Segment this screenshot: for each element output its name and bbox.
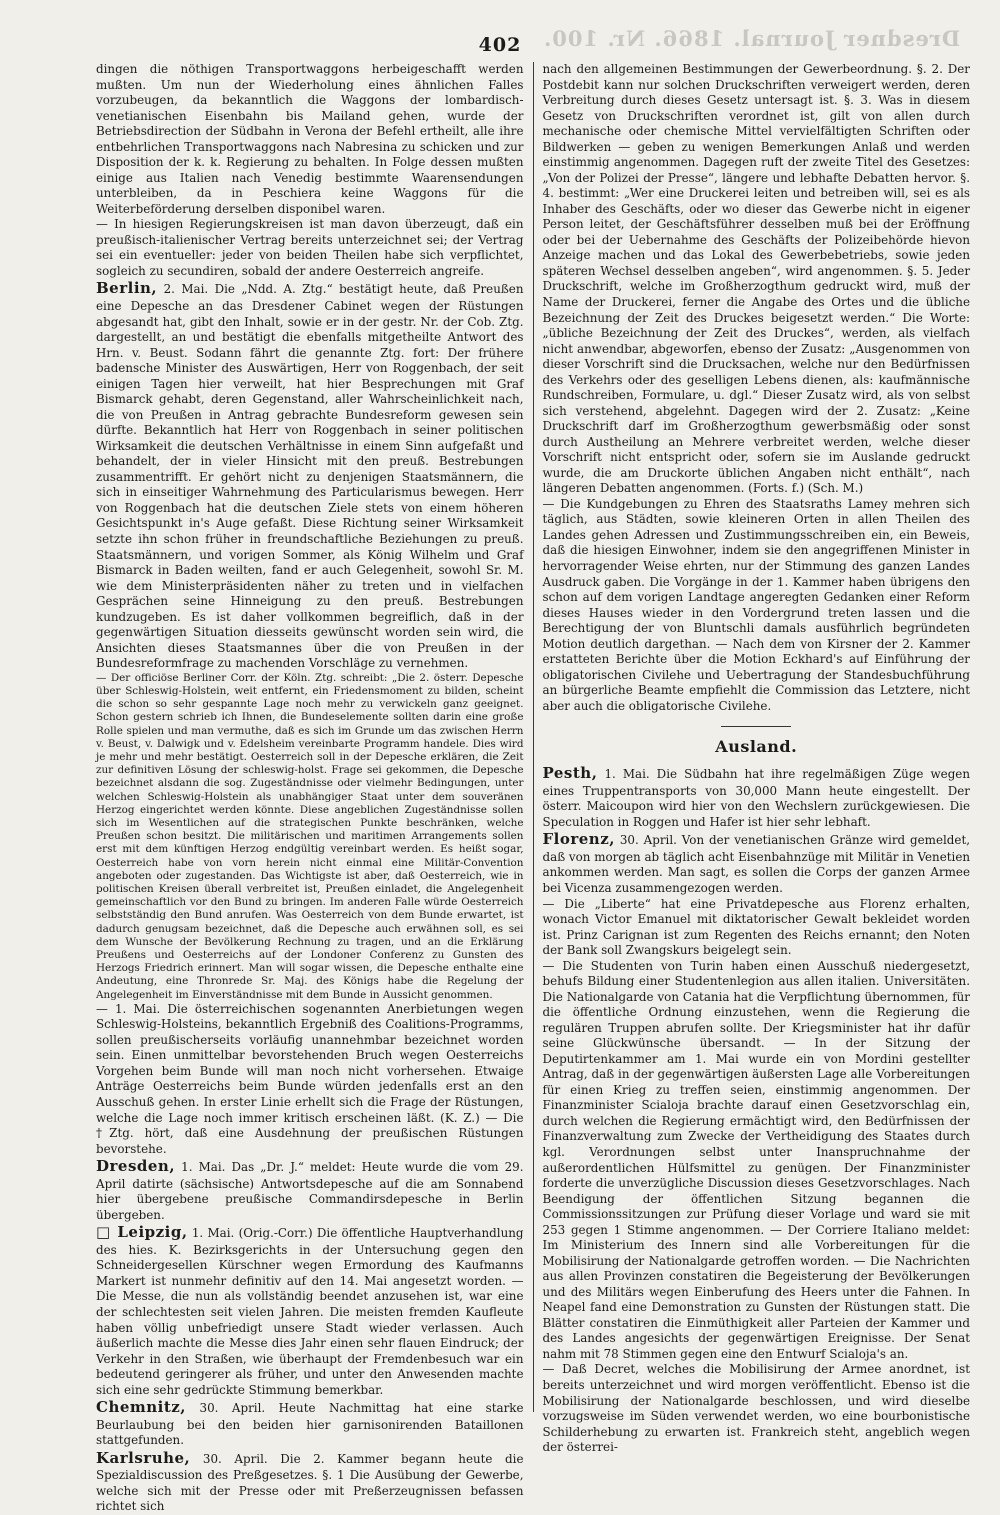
article-berlin-text: 2. Mai. Die „Ndd. A. Ztg.“ bestätigt heute, daß Preußen eine Depesche an das Dresdener Cabinet wegen der Rüstungen abgesandt hat, gibt den Inhalt, sowie er in der gestr. Nr. der Cob. Ztg. dargestellt, an und bestätigt die ebenfalls mitgetheilte Antwort des Hrn. v. Beust. Sodann fährt die genannte Ztg. fort: Der frühere badensche Minister des Auswärtigen, Herr von Roggenbach, der seit einigen Tagen hier verweilt, hat hier Besprechungen mit Graf Bismarck gehabt, deren Gegenstand, aller Wahrscheinlichkeit nach, die von Preußen in Antrag gebrachte Bundesreform gewesen sein dürfte. Bekanntlich hat Herr von Roggenbach in seiner politischen Wirksamkeit die deutschen Verhältnisse in einem Sinn aufgefaßt und behandelt, der in vieler Hinsicht mit den preuß. Bestrebungen zusammentrifft. Er gehört nicht zu denjenigen Staatsmännern, die sich in einseitiger Wahrnehmung des Particularismus bewegen. Herr von Roggenbach hat die deutschen Ziele stets von einem höheren Gesichtspunkt in's Auge gefaßt. Diese Richtung seiner Wirksamkeit setzte ihn schon früher in freundschaftliche Beziehungen zu preuß. Staatsmännern, und vorigen Sommer, als König Wilhelm und Graf Bismarck in Baden weilten, fand er auch Gelegenheit, sowohl Sr. M. wie dem Ministerpräsidenten näher zu treten und in vielfachen Gesprächen seine Hinneigung zu den preuß. Bestrebungen kundzugeben. Es ist daher vollkommen begreiflich, daß in der gegenwärtigen Situation diesseits gewünscht worden sein wird, die Ansichten dieses Staatsmannes über die von Preußen in der Bundesreformfrage zu machenden Vorschläge zu vernehmen. — [96, 282, 524, 671]
section-divider — [721, 726, 791, 727]
dateline-chemnitz: Chemnitz, — [96, 1398, 187, 1417]
dateline-leipzig: □ Leipzig, — [96, 1223, 188, 1242]
article-leipzig-text: 1. Mai. (Orig.-Corr.) Die öffentliche Hauptverhandlung des hies. K. Bezirksgerichts in der Untersuchung gegen den Schneidergesellen Kürschner wegen Ermordung des Kaufmanns Markert ist nunmehr definitiv auf den 14. Mai angesetzt worden. — Die Messe, die nun als vollständig beendet anzusehen ist, war eine der schlechtesten seit vielen Jahren. Die meisten fremden Kaufleute haben völlig unbefriedigt unsere Stadt wieder verlassen. Auch äußerlich machte die Messe dies Jahr einen sehr flauen Eindruck; der Verkehr in den Straßen, wie überhaupt der Fremdenbesuch war ein bedeutend geringerer als früher, und unter den Anwesenden machte sich eine sehr gedrückte Stimmung bemerkbar. — [96, 1226, 524, 1397]
article-mobilisation-decree: — Daß Decret, welches die Mobilisirung der Armee anordnet, ist bereits unterzeichnet und wird morgen veröffentlicht. Ebenso ist die Mobilisirung der Nationalgarde beschlossen, und wird dieselbe vorzugsweise im Süden verwendet werden, wo eine bourbonistische Schilderhebung zu erwarten ist. Frankreich steht, angeblich wegen der österrei- — [542, 1362, 970, 1455]
article-leipzig — [96, 1223, 524, 1398]
dateline-florenz: Florenz, — [542, 830, 615, 849]
article-dresden — [96, 1157, 524, 1223]
article-florenz-text: 30. April. Von der venetianischen Gränze wird gemeldet, daß von morgen ab täglich acht Eisenbahnzüge mit Militär in Venetien ankommen werden. Man sagt, es sollen die Corps der ganzen Armee bei Vicenza zusammengezogen werden. — [542, 833, 971, 895]
two-column-body — [96, 62, 971, 1514]
article-pesth — [543, 764, 971, 830]
article-pesth-text: 1. Mai. Die Südbahn hat ihre regelmäßigen Züge wegen eines Truppentransports von 30,000 Mann heute eingestellt. Der österr. Maicoupon wird hier von den Wechslern zurückgewiesen. Die Speculation in Roggen und Hafer ist hier sehr lebhaft. — [542, 767, 971, 829]
article-berlin-may-1: — 1. Mai. Die österreichischen sogenannten Anerbietungen wegen Schleswig-Holsteins, bekanntlich Ergebniß des Coalitions-Programms, sollen preußischerseits vorläufig unannehmbar bezeichnet worden sein. Einen unmittelbar bevorstehenden Bruch wegen Oesterreichs Vorgehen beim Bunde will man noch nicht vorhersehen. Etwaige Anträge Oesterreichs beim Bunde würden jedenfalls erst an den Ausschuß gehen. In erster Linie erhellt sich die Frage der Rüstungen, welche die Lage noch immer kritisch erscheinen läßt. (K. Z.) — Die †Ztg. hört, daß eine Ausdehnung der preußischen Rüstungen bevorstehe. — [96, 1001, 524, 1156]
article-lamey-demonstrations: — Die Kundgebungen zu Ehren des Staatsraths Lamey mehren sich täglich, aus Städten, sowie kleineren Orten in allen Theilen des Landes gehen Adressen und Zustimmungsschreiben ein, ein Beweis, daß die hiesigen Einwohner, indem sie den angegriffenen Minister in hervorragender Weise ehrten, nur der Stimmung des ganzen Landes Ausdruck gaben. Die Vorgänge in der 1. Kammer haben übrigens den schon auf dem vorigen Landtage angeregten Gedanken einer Reform dieses Hauses wieder in den Vordergrund treten lassen und die Berechtigung der von Bluntschli damals ausführlich begründeten Motion deutlich dargethan. — Nach dem von Kirsner der 2. Kammer erstatteten Berichte über die Motion Eckhard's auf Einführung der obligatorischen Civilehe und Uebertragung der Standesbuchführung an bürgerliche Beamte empfiehlt die Commission das Letztere, nicht aber auch die obligatorische Civilehe. — [542, 496, 970, 713]
article-railway-waggons: dingen die nöthigen Transportwaggons herbeigeschafft werden mußten. Um nun der Wiederholung eines ähnlichen Falles vorzubeugen, da bekanntlich die Waggons der lombardisch-venetianischen Eisenbahn bis Mailand gehen, wurde der Betriebsdirection der Südbahn in Verona der Befehl ertheilt, alle ihre entbehrlichen Transportwaggons nach Nabresina zu schicken und zur Disposition der k. k. Regierung zu behalten. In Folge dessen mußten einige aus Italien nach Venedig bestimmte Waarensendungen unterbleiben, da in Peschiera keine Waggons für die Weiterbeförderung derselben disponibel waren. — [96, 62, 524, 216]
dateline-berlin: Berlin, — [96, 279, 158, 298]
left-column — [96, 62, 533, 1514]
page-number: 402 — [478, 34, 522, 56]
article-berlin — [96, 279, 524, 671]
article-koeln-correspondent: — Der officiöse Berliner Corr. der Köln. Ztg. schreibt: „Die 2. österr. Depesche über Schleswig-Holstein, weit entfernt, ein Friedensmoment zu bilden, scheint die schon so sehr gespannte Lage noch mehr zu verwickeln ganz geeignet. Schon gestern schrieb ich Ihnen, die Bundeselemente sollten darin eine große Rolle spielen und man vermuthe, daß es sich im Grunde um das zwischen Herrn v. Beust, v. Dalwigk und v. Edelsheim vereinbarte Programm handele. Dies wird je mehr und mehr bestätigt. Oesterreich soll in der Depesche erklären, die Zeit zur definitiven Lösung der schleswig-holst. Frage sei gekommen, die Depesche bezeichnet alsdann die sog. Zugeständnisse oder vielmehr Bedingungen, unter welchen Schleswig-Holstein als unabhängiger Staat unter dem souveränen Herzog eingerichtet werden könnte. Diese angeblichen Zugeständnisse sollen sich im Wesentlichen auf die strategischen Punkte beschränken, welche Preußen schon besitzt. Die militärischen und maritimen Arrangements sollen erst mit dem künftigen Herzog endgültig vereinbart werden. Es heißt sogar, Oesterreich habe von vorn herein nicht einmal eine Militär-Convention angeboten oder zugestanden. Das Wichtigste ist aber, daß Oesterreich, wie in politischen Kreisen überall verbreitet ist, Preußen einladet, die Angelegenheit gemeinschaftlich vor den Bund zu bringen. Im anderen Falle würde Oesterreich selbstständig den Bund anrufen. Was Oesterreich von dem Bunde erwartet, ist dadurch genugsam bezeichnet, daß die Depesche auch erwähnen soll, es sei dem Wunsche der Bevölkerung Rechnung zu tragen, und an die Erklärung Preußens und Oesterreichs auf der Londoner Conferenz zu Gunsten des Herzogs Friedrich erinnert. Man will sogar wissen, die Depesche enthalte eine Andeutung, eine Thronrede Sr. Maj. des Königs habe die Regelung der Angelegenheit im Einverständnisse mit dem Bunde in Aussicht genommen. — [96, 671, 524, 1001]
article-chemnitz-text: 30. April. Heute Nachmittag hat eine starke Beurlaubung bei den beiden hier garnisonirenden Bataillonen stattgefunden. — [96, 1401, 524, 1448]
right-column — [533, 62, 971, 1455]
article-liberte: — Die „Liberte“ hat eine Privatdepesche aus Florenz erhalten, wonach Victor Emanuel mit diktatorischer Gewalt bekleidet worden ist. Prinz Carignan ist zum Regenten des Reichs ernannt; den Noten der Bank soll Zwangskurs beigelegt sein. — [542, 896, 970, 958]
mirrored-header-bleed: Dresdner Journal. 1866. Nr. 100. — [542, 26, 960, 51]
article-chemnitz — [96, 1398, 524, 1449]
article-karlsruhe — [96, 1449, 524, 1515]
article-prussian-italian-treaty: — In hiesigen Regierungskreisen ist man davon überzeugt, daß ein preußisch-italienischer Vertrag bereits unterzeichnet sei; der Vertrag sei ein eventueller: jeder von beiden Theilen habe sich verpflichtet, sogleich zu secundiren, sobald der andere Oesterreich angreife. — [96, 217, 524, 278]
section-title-ausland: Ausland. — [715, 737, 798, 757]
article-dresden-text: 1. Mai. Das „Dr. J.“ meldet: Heute wurde die vom 29. April datirte (sächsische) Antwortsdepesche auf die am Sonnabend hier übergebene preußische Commandirsdepesche in Berlin übergeben. — [96, 1160, 524, 1222]
article-karlsruhe-text: 30. April. Die 2. Kammer begann heute die Spezialdiscussion des Preßgesetzes. §. 1 Die Ausübung der Gewerbe, welche sich mit der Presse oder mit Preßerzeugnissen befassen richtet sich — [96, 1451, 524, 1514]
article-florenz — [543, 830, 971, 896]
article-karlsruhe-continued: nach den allgemeinen Bestimmungen der Gewerbeordnung. §. 2. Der Postdebit kann nur solchen Druckschriften verweigert werden, deren Verbreitung durch dieses Gesetz untersagt ist. §. 3. Was in diesem Gesetz von Druckschriften verordnet ist, gilt von allen durch mechanische oder chemische Mittel vervielfältigten Schriften oder Bildwerken — geben zu wenigen Bemerkungen Anlaß und werden einstimmig angenommen. Dagegen ruft der zweite Titel des Gesetzes: „Von der Polizei der Presse“, längere und lebhafte Debatten hervor. §. 4. bestimmt: „Wer eine Druckerei leiten und betreiben will, sei es als Inhaber des Geschäfts, oder wo dieser das Gewerbe nicht in eigener Person leitet, der Geschäftsführer desselben muß bei der Eröffnung oder bei der Uebernahme des Geschäfts der Polizeibehörde hievon Anzeige machen und das Lokal des Gewerbebetriebs, sowie jeden späteren Wechsel desselben angeben“, wird angenommen. §. 5. Jeder Druckschrift, welche im Großherzogthum gedruckt wird, muß der Name der Druckerei, ferner die Angabe des Ortes und die übliche Bezeichnung der Zeit des Druckes beigesetzt werden.“ Die Worte: „übliche Bezeichnung der Zeit des Druckes“, werden, als vielfach nicht anwendbar, abgeworfen, ebenso der Zusatz: „Ausgenommen von dieser Vorschrift sind die Drucksachen, welche nur den Bedürfnissen des Verkehrs oder des geselligen Lebens dienen, als: kaufmännische Rundschreiben, Formulare, u. dgl.“ Dieser Zusatz wird, als von selbst sich verstehend, abgelehnt. Dagegen wird der 2. Zusatz: „Keine Druckschrift darf im Großherzogthum gewerbsmäßig oder sonst durch Austheilung an Mehrere verbreitet werden, welche dieser Vorschrift nicht entspricht oder, sofern sie im Auslande gedruckt wurde, die am Druckorte üblichen Angaben nicht enthält“, nach längeren Debatten angenommen. (Forts. f.) (Sch. M.) — [542, 62, 970, 496]
article-turin-students: — Die Studenten von Turin haben einen Ausschuß niedergesetzt, behufs Bildung einer Studentenlegion aus allen italien. Universitäten. Die Nationalgarde von Catania hat die Verpflichtung übernommen, für die öffentliche Ordnung einzustehen, wenn die Regierung die regulären Truppen abrufen sollte. Der Kriegsminister hat ihr dafür seine Glückwünsche übersandt. — In der Sitzung der Deputirtenkammer am 1. Mai wurde ein von Mordini gestellter Antrag, daß in der gegenwärtigen äußersten Lage alle Vorbereitungen für einen Krieg zu treffen seien, einstimmig angenommen. Der Finanzminister Scialoja brachte darauf einen Gesetzvorschlag ein, durch welchen die Regierung ermächtigt wird, den Bedürfnissen der Finanzverwaltung zum Zwecke der Vertheidigung des Staates durch kgl. Verordnungen selbst unter Inanspruchnahme der außerordentlichen Hülfsmittel zu genügen. Der Finanzminister forderte die unverzügliche Discussion dieses Gesetzvorschlages. Nach Beendigung der öffentlichen Sitzung begannen die Commissionssitzungen zur Prüfung dieser Vorlage und ward sie mit 253 gegen 1 Stimme angenommen. — Der Corriere Italiano meldet: Im Ministerium des Innern sind alle Vorbereitungen für die Mobilisirung der Nationalgarde getroffen worden. — Die Nachrichten aus allen Provinzen constatiren die Begeisterung der Bevölkerungen und des Militärs wegen Einberufung des Heers unter die Fahnen. In Neapel fand eine Demonstration zu Gunsten der Rüstungen statt. Die Blätter constatiren die Einmüthigkeit aller Parteien der Kammer und des Landes angesichts der gegenwärtigen Ereignisse. Der Senat nahm mit 78 Stimmen gegen eine den Entwurf Scialoja's an. — [542, 958, 970, 1361]
dateline-karlsruhe: Karlsruhe, — [96, 1448, 191, 1467]
dateline-pesth: Pesth, — [542, 764, 598, 783]
dateline-dresden: Dresden, — [96, 1157, 176, 1176]
